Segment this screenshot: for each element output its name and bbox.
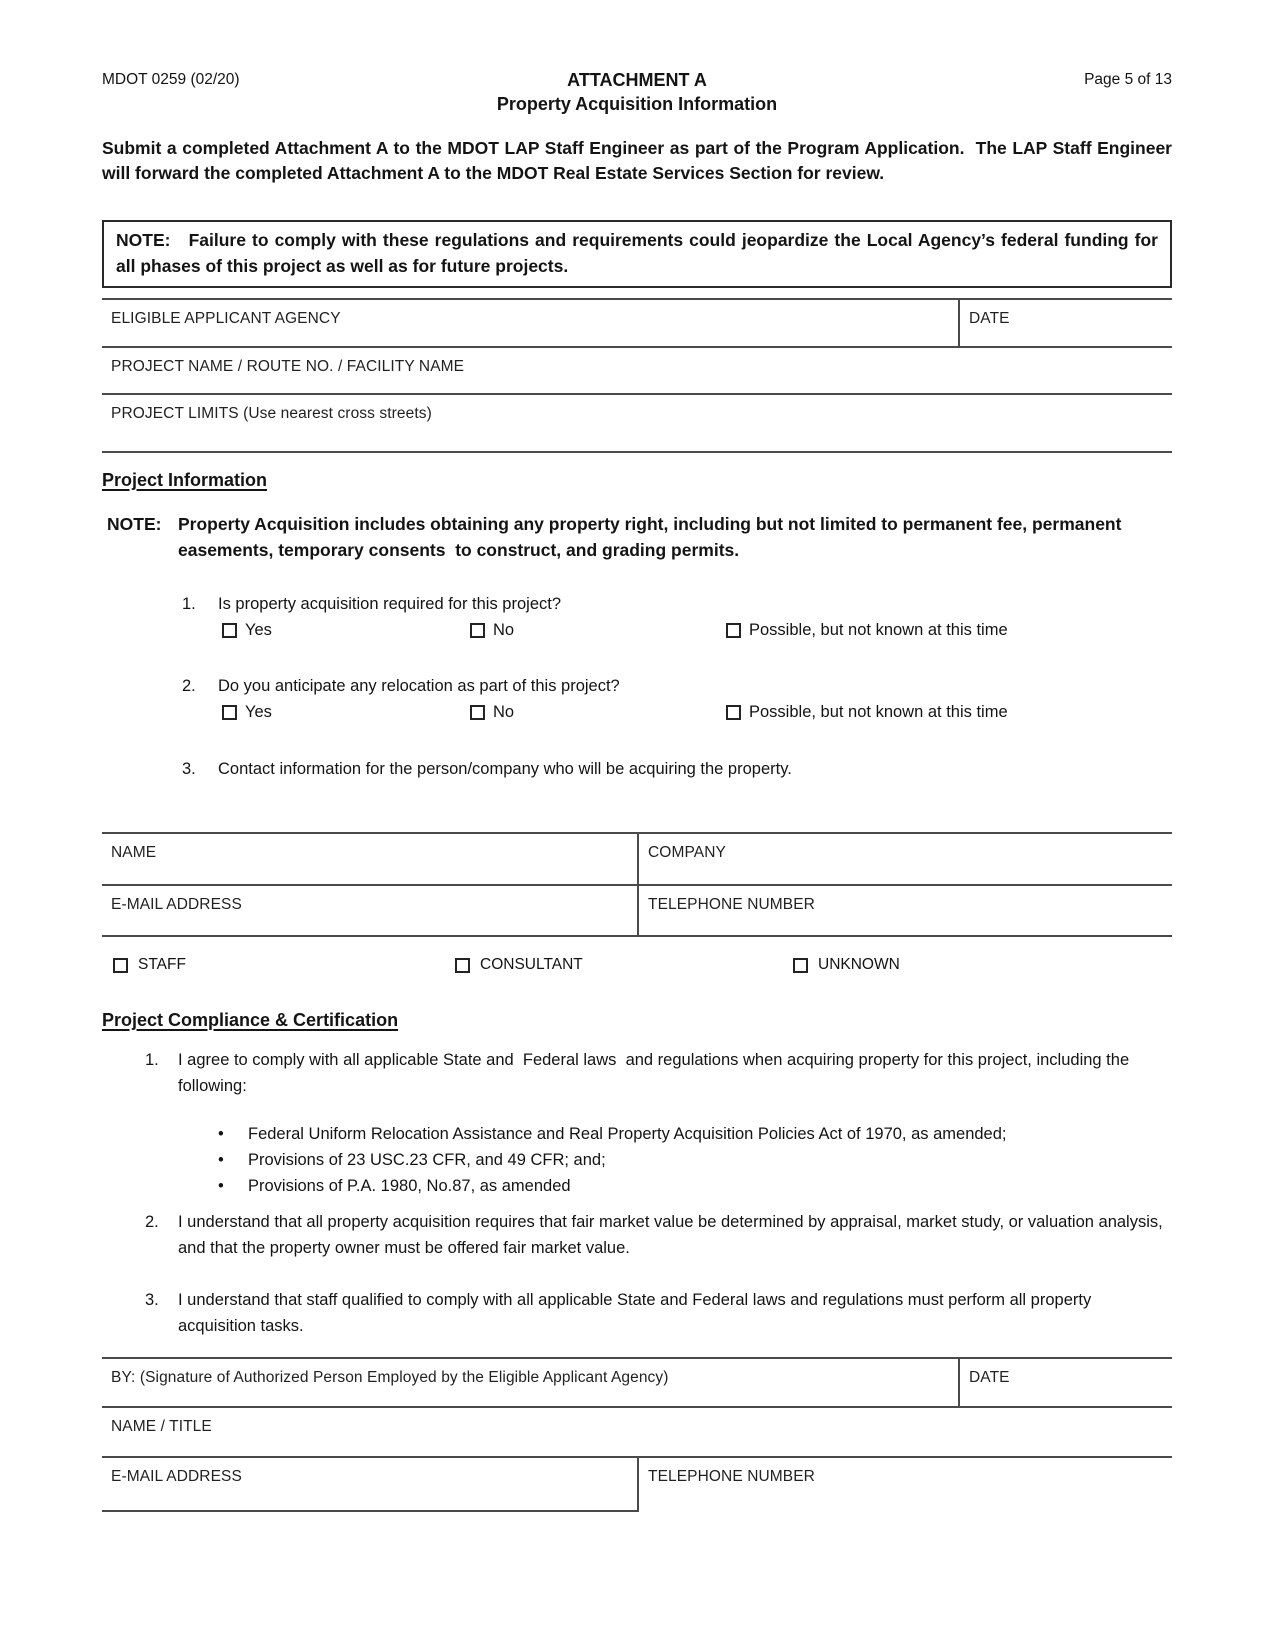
compliance-item-3-number: 3. [145,1291,159,1309]
bullet-item [218,1173,1172,1199]
q1-possible-label: Possible, but not known at this time [749,621,1008,639]
page-number: Page 5 of 13 [1084,71,1172,88]
bullet-icon: • [218,1151,224,1169]
signature-table [102,1357,1172,1512]
compliance-item-1-number: 1. [145,1051,159,1069]
bullet-item [218,1147,1172,1173]
page-title: ATTACHMENT A [567,70,707,90]
bullet-item-2-text: Provisions of 23 USC.23 CFR, and 49 CFR; and; [248,1151,606,1169]
signature-phone-label: TELEPHONE NUMBER [648,1468,815,1485]
question-3-number: 3. [182,760,196,778]
q2-yes-label: Yes [245,703,272,721]
signature-email-label: E-MAIL ADDRESS [111,1468,242,1485]
bullet-item-1-text: Federal Uniform Relocation Assistance and Real Property Acquisition Policies Act of 1970, as amended; [248,1125,1007,1143]
signature-by-label: BY: (Signature of Authorized Person Employed by the Eligible Applicant Agency) [111,1369,669,1386]
question-2 [182,673,1172,725]
date-label: DATE [969,310,1010,327]
eligible-applicant-agency-label: ELIGIBLE APPLICANT AGENCY [111,310,341,327]
question-3-text: Contact information for the person/company who will be acquiring the property. [218,760,792,778]
question-2-text: Do you anticipate any relocation as part of this project? [218,677,620,695]
q2-no-checkbox[interactable] [470,705,485,720]
question-2-number: 2. [182,677,196,695]
contact-company-label: COMPANY [648,844,726,861]
contact-email-label: E-MAIL ADDRESS [111,896,242,913]
compliance-bullet-list [218,1121,1172,1199]
project-name-label: PROJECT NAME / ROUTE NO. / FACILITY NAME [111,358,465,375]
contact-table [102,832,1172,937]
consultant-checkbox[interactable] [455,958,470,973]
document-header [102,68,1172,116]
form-number: MDOT 0259 (02/20) [102,71,240,88]
compliance-item-1 [145,1047,1172,1099]
question-1-text: Is property acquisition required for this project? [218,595,562,613]
bullet-item [218,1121,1172,1147]
q2-no-label: No [493,703,515,721]
signature-by-field[interactable] [102,1359,958,1406]
compliance-item-1-text: I agree to comply with all applicable State and Federal laws and regulations when acquiring property for this project, including the following: [178,1051,1134,1095]
project-limits-field[interactable] [102,395,1172,451]
compliance-item-2-text: I understand that all property acquisition requires that fair market value be determined by appraisal, market study, or valuation analysis, and that the property owner must be offered fair market value. [178,1213,1168,1257]
signature-date-field[interactable] [958,1359,1172,1406]
contact-phone-label: TELEPHONE NUMBER [648,896,815,913]
staff-checkbox[interactable] [113,958,128,973]
note-text: Property Acquisition includes obtaining any property right, including but not limited to permanent fee, permanent easements, temporary consents to construct, and grading permits. [178,514,1127,560]
eligible-applicant-agency-field[interactable] [102,300,958,346]
title-block [497,68,777,116]
project-name-field[interactable] [102,348,1172,393]
bullet-item-3-text: Provisions of P.A. 1980, No.87, as amended [248,1177,571,1195]
project-information-heading: Project Information [102,470,268,490]
contact-name-label: NAME [111,844,157,861]
signature-name-title-label: NAME / TITLE [111,1418,212,1435]
q1-possible-checkbox[interactable] [726,623,741,638]
staff-label: STAFF [138,956,186,973]
contact-phone-field[interactable] [637,886,1172,935]
contact-email-field[interactable] [102,886,637,935]
q1-yes-label: Yes [245,621,272,639]
q1-no-label: No [493,621,515,639]
contact-name-field[interactable] [102,834,637,884]
question-1 [182,591,1172,643]
q1-yes-checkbox[interactable] [222,623,237,638]
signature-email-field[interactable] [102,1458,637,1512]
date-field[interactable] [958,300,1172,346]
page-subtitle: Property Acquisition Information [496,94,778,114]
q2-possible-checkbox[interactable] [726,705,741,720]
unknown-checkbox[interactable] [793,958,808,973]
bullet-icon: • [218,1125,224,1143]
note-box: NOTE: Failure to comply with these regulations and requirements could jeopardize the Local Agency’s federal funding for all phases of this project as well as for future projects. [102,220,1172,288]
compliance-item-3-text: I understand that staff qualified to comply with all applicable State and Federal laws and regulations must perform all property acquisition tasks. [178,1291,1096,1335]
unknown-label: UNKNOWN [818,956,900,973]
role-options-row [113,953,1172,977]
compliance-item-2-number: 2. [145,1213,159,1231]
project-information-note [107,511,1172,563]
compliance-item-2 [145,1209,1172,1261]
note-label: NOTE: [107,514,162,534]
bullet-icon: • [218,1177,224,1195]
q1-no-checkbox[interactable] [470,623,485,638]
q2-possible-label: Possible, but not known at this time [749,703,1008,721]
project-limits-label: PROJECT LIMITS (Use nearest cross streets) [111,405,432,422]
question-1-number: 1. [182,595,196,613]
contact-company-field[interactable] [637,834,1172,884]
applicant-table [102,298,1172,453]
signature-name-title-field[interactable] [102,1408,1172,1456]
compliance-item-3 [145,1287,1172,1339]
compliance-heading: Project Compliance & Certification [102,1010,399,1030]
consultant-label: CONSULTANT [480,956,583,973]
signature-date-label: DATE [969,1369,1010,1386]
intro-paragraph: Submit a completed Attachment A to the MDOT LAP Staff Engineer as part of the Program Application. The LAP Staff Engineer will forward the completed Attachment A to the MDOT Real Estate Services Section for review. [102,138,1177,183]
signature-phone-field[interactable] [637,1458,1172,1512]
q2-yes-checkbox[interactable] [222,705,237,720]
question-3 [182,756,1172,782]
